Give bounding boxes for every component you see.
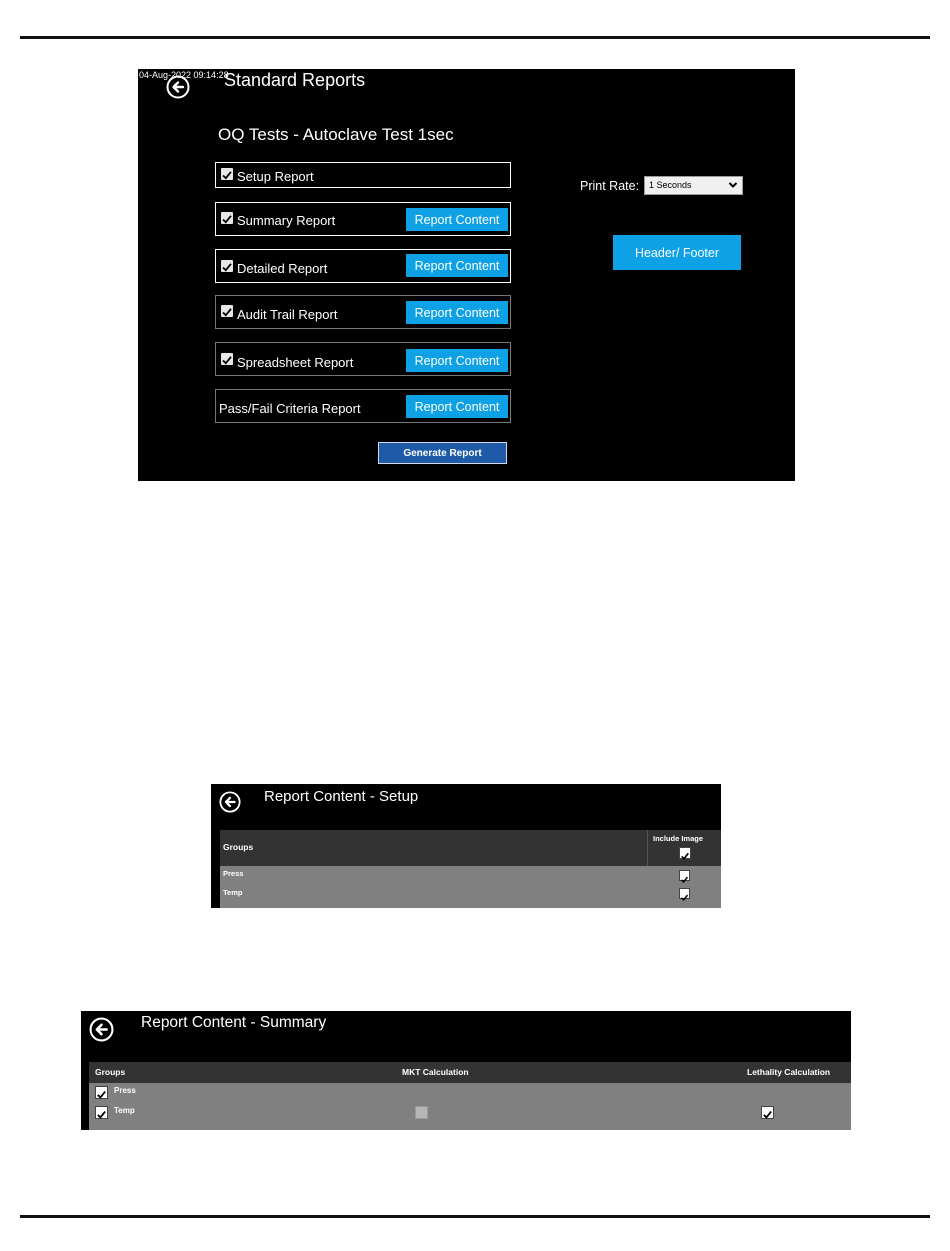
check-icon xyxy=(221,306,233,318)
group-checkbox[interactable] xyxy=(95,1086,108,1099)
chevron-down-icon xyxy=(728,179,738,191)
group-checkbox[interactable] xyxy=(95,1106,108,1119)
include-image-all-checkbox[interactable] xyxy=(679,847,691,859)
check-icon xyxy=(221,213,233,225)
setup-report-checkbox[interactable] xyxy=(221,168,233,180)
summary-report-content-button[interactable]: Report Content xyxy=(406,208,508,231)
summary-header-row xyxy=(89,1062,851,1083)
page-title: Standard Reports xyxy=(224,70,366,90)
group-name: Temp xyxy=(223,888,243,897)
check-icon xyxy=(221,169,233,181)
check-icon xyxy=(96,1109,107,1120)
include-image-checkbox[interactable] xyxy=(679,888,690,899)
summary-report-option[interactable] xyxy=(215,202,511,236)
top-rule xyxy=(20,36,930,39)
report-content-setup-screen xyxy=(211,784,721,908)
check-icon xyxy=(762,1109,773,1120)
groups-column-header: Groups xyxy=(223,842,254,852)
lethality-checkbox[interactable] xyxy=(761,1106,774,1119)
group-name: Press xyxy=(223,869,244,878)
pass-fail-report-label: Pass/Fail Criteria Report xyxy=(219,401,361,416)
page-title: Report Content - Setup xyxy=(264,788,419,805)
generate-report-button[interactable]: Generate Report xyxy=(378,442,507,464)
spreadsheet-report-checkbox[interactable] xyxy=(221,353,233,365)
include-image-checkbox[interactable] xyxy=(679,870,690,881)
audit-trail-report-label: Audit Trail Report xyxy=(237,307,338,322)
summary-report-label: Summary Report xyxy=(237,213,336,228)
print-rate-select[interactable] xyxy=(644,176,743,195)
print-rate-value: 1 Seconds xyxy=(649,180,692,190)
back-arrow-icon xyxy=(89,1017,114,1042)
groups-header-row xyxy=(220,830,721,866)
pass-fail-report-content-button[interactable]: Report Content xyxy=(406,395,508,418)
include-image-header: Include Image xyxy=(653,834,704,843)
pass-fail-report-option[interactable] xyxy=(215,389,511,423)
detailed-report-option[interactable] xyxy=(215,249,511,283)
print-rate-label: Print Rate: xyxy=(580,179,640,193)
spreadsheet-report-label: Spreadsheet Report xyxy=(237,355,354,370)
header-footer-button[interactable]: Header/ Footer xyxy=(613,235,741,270)
back-button[interactable] xyxy=(89,1017,114,1047)
check-icon xyxy=(680,875,689,884)
check-icon xyxy=(96,1089,107,1100)
check-icon xyxy=(680,851,690,861)
back-button[interactable] xyxy=(219,791,241,818)
standard-reports-screen xyxy=(138,69,795,481)
setup-report-label: Setup Report xyxy=(237,169,314,184)
spreadsheet-report-option[interactable] xyxy=(215,342,511,376)
detailed-report-label: Detailed Report xyxy=(237,261,328,276)
summary-table-body xyxy=(89,1083,851,1130)
group-name: Temp xyxy=(114,1106,135,1115)
bottom-rule xyxy=(20,1215,930,1218)
lethality-column-header: Lethality Calculation xyxy=(747,1067,831,1077)
page-title: Report Content - Summary xyxy=(141,1014,327,1031)
setup-report-option[interactable] xyxy=(215,162,511,188)
groups-column-header: Groups xyxy=(95,1067,126,1077)
groups-table-body xyxy=(220,866,721,908)
mkt-column-header: MKT Calculation xyxy=(402,1067,469,1077)
audit-trail-report-checkbox[interactable] xyxy=(221,305,233,317)
group-name: Press xyxy=(114,1086,136,1095)
header-divider xyxy=(647,830,648,866)
check-icon xyxy=(680,893,689,902)
detailed-report-content-button[interactable]: Report Content xyxy=(406,254,508,277)
mkt-checkbox[interactable] xyxy=(415,1106,428,1119)
audit-trail-report-content-button[interactable]: Report Content xyxy=(406,301,508,324)
report-content-summary-screen xyxy=(81,1011,851,1130)
check-icon xyxy=(221,354,233,366)
audit-trail-report-option[interactable] xyxy=(215,295,511,329)
spreadsheet-report-content-button[interactable]: Report Content xyxy=(406,349,508,372)
summary-report-checkbox[interactable] xyxy=(221,212,233,224)
test-name: OQ Tests - Autoclave Test 1sec xyxy=(218,125,454,144)
back-arrow-icon xyxy=(219,791,241,813)
timestamp: 04-Aug-2022 09:14:28 xyxy=(139,70,229,80)
detailed-report-checkbox[interactable] xyxy=(221,260,233,272)
check-icon xyxy=(221,261,233,273)
